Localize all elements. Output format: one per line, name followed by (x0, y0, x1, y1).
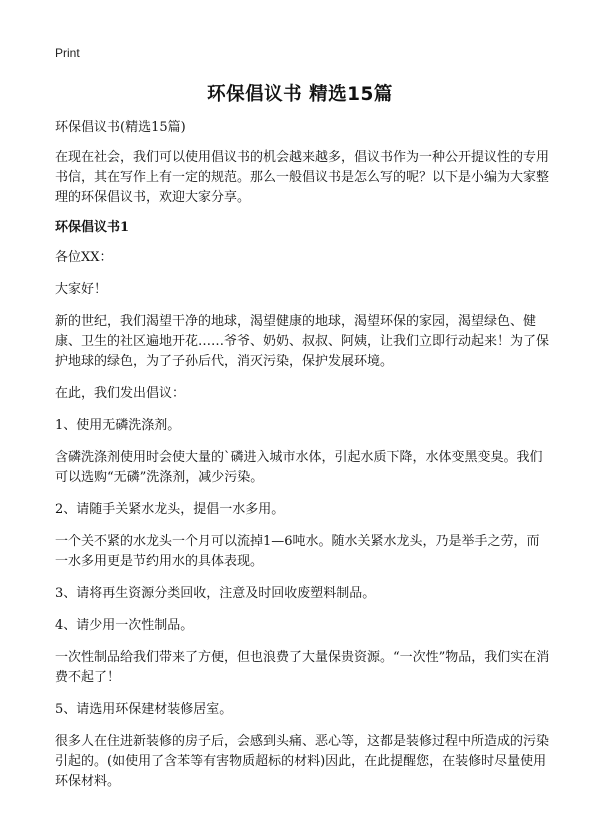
print-link[interactable]: Print (55, 46, 80, 60)
salutation: 各位XX： (55, 250, 113, 265)
body-paragraph: 很多人在住进新装修的房子后，会感到头痛、恶心等，这都是装修过程中所造成的污染引起的。(如使用了含苯等有害物质超标的材料)因此，在此提醒您，在装修时尽量使用环保材料。 (55, 734, 550, 789)
body-paragraph: 在此，我们发出倡议： (55, 386, 186, 401)
proposal-item: 4、请少用一次性制品。 (55, 618, 194, 633)
proposal-item: 3、请将再生资源分类回收，注意及时回收废塑料制品。 (55, 586, 376, 601)
body-paragraph: 一个关不紧的水龙头一个月可以流掉1—6吨水。随水关紧水龙头，乃是举手之劳，而一水多用更是节约用水的具体表现。 (55, 534, 540, 569)
proposal-item: 1、使用无磷洗涤剂。 (55, 418, 181, 433)
body-paragraph: 含磷洗涤剂使用时会使大量的`磷进入城市水体，引起水质下降，水体变黑变臭。我们可以选购“无磷”洗涤剂，减少污染。 (55, 450, 543, 485)
greeting: 大家好！ (55, 282, 108, 297)
body-paragraph: 新的世纪，我们渴望干净的地球，渴望健康的地球，渴望环保的家园，渴望绿色、健康、卫生的社区遍地开花……爷爷、奶奶、叔叔、阿姨，让我们立即行动起来！为了保护地球的绿色，为了子孙后代，消灭污染，保护发展环境。 (55, 314, 550, 369)
section-heading: 环保倡议书1 (55, 220, 130, 235)
intro-paragraph: 在现在社会，我们可以使用倡议书的机会越来越多，倡议书作为一种公开提议性的专用书信，其在写作上有一定的规范。那么一般倡议书是怎么写的呢？以下是小编为大家整理的环保倡议书，欢迎大家分享。 (55, 150, 550, 205)
body-paragraph: 一次性制品给我们带来了方便，但也浪费了大量保贵资源。“一次性”物品，我们实在消费不起了！ (55, 650, 550, 685)
proposal-item: 2、请随手关紧水龙头，提倡一水多用。 (55, 502, 285, 517)
document-subtitle: 环保倡议书(精选15篇) (55, 120, 186, 135)
proposal-item: 5、请选用环保建材装修居室。 (55, 702, 233, 717)
document-body (55, 118, 552, 804)
document-title: 环保倡议书 精选15篇 (207, 84, 393, 105)
